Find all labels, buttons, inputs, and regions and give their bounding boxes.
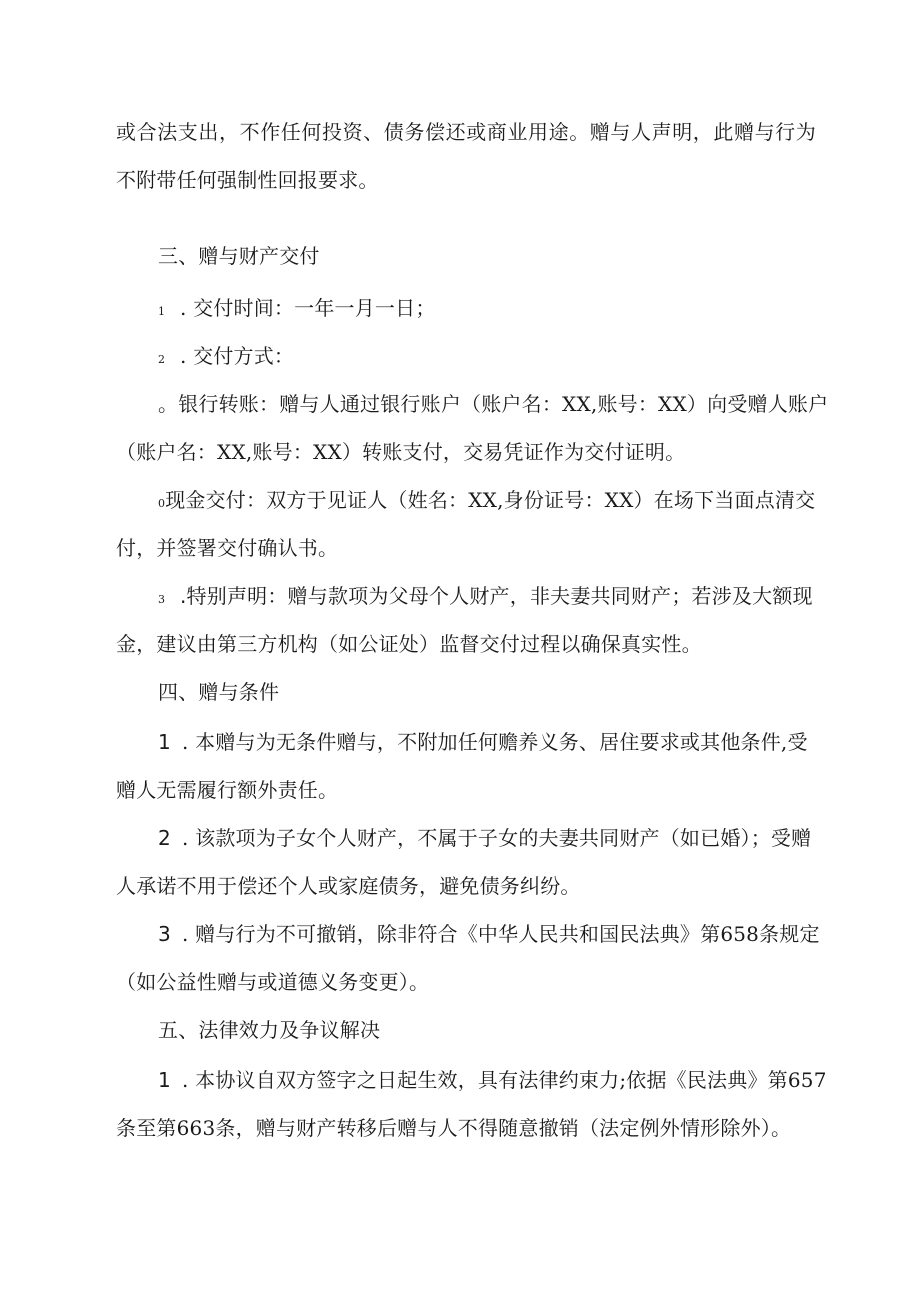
section-heading-5: 五、法律效力及争议解决 (158, 1018, 381, 1042)
paragraph-line: 不附带任何强制性回报要求。 (116, 168, 379, 192)
list-item (158, 584, 816, 612)
item-number: 2 (158, 353, 166, 366)
section-heading-4: 四、赠与条件 (158, 680, 280, 704)
item-number: 1 (158, 1068, 171, 1092)
list-item (158, 730, 816, 754)
paragraph-line: （如公益性赠与或道德义务变更）。 (116, 970, 430, 994)
paragraph-line: 条至第663条，赠与财产转移后赠与人不得随意撤销（法定例外情形除外）。 (116, 1116, 792, 1140)
item-text: . 赠与行为不可撤销，除非符合《中华人民共和国民法典》第658条规定 (182, 922, 820, 946)
bullet-marker: 。 (158, 392, 179, 416)
section-heading-3: 三、赠与财产交付 (158, 244, 320, 268)
item-text: ，不附加任何赡养义务、居住要求或其他条件,受 (376, 730, 808, 754)
item-text: . 本协议自双方签字之日起生效，具有法律约束力;依据《民法典》第657 (182, 1068, 827, 1092)
sub-item-cash (158, 488, 816, 516)
list-item (158, 922, 820, 946)
sub-item-bank-transfer (158, 392, 829, 416)
item-text: . 该款项为子女个人财产，不属于子女的夫妻共同财产（如已婚）；受赠 (182, 826, 812, 850)
paragraph-line: 付，并签署交付确认书。 (116, 536, 339, 560)
sub-item-label: 现金交付 (165, 488, 247, 512)
item-text: . 交付时间：一年一月一日； (180, 296, 436, 320)
list-item (158, 344, 858, 372)
paragraph-line: 金，建议由第三方机构（如公证处）监督交付过程以确保真实性。 (116, 632, 702, 656)
item-number: 2 (158, 826, 171, 850)
paragraph-line: 人承诺不用于偿还个人或家庭债务，避免债务纠纷。 (116, 874, 581, 898)
item-number: 1 (158, 730, 171, 754)
list-item (158, 296, 858, 324)
paragraph-line: 赠人无需履行额外责任。 (116, 778, 339, 802)
item-text: . 交付方式： (180, 344, 295, 368)
item-number: 3 (158, 922, 171, 946)
paragraph-line: 或合法支出，不作任何投资、债务偿还或商业用途。赠与人声明，此赠与行为 (116, 120, 816, 144)
sub-item-text: ：双方于见证人（姓名：XX,身份证号：XX）在场下当面点清交 (246, 488, 816, 512)
bullet-marker: 0 (158, 497, 166, 510)
list-item (158, 1068, 827, 1092)
sub-item-text: ：赠与人通过银行账户（账户名：XX,账号：XX）向受赠人账户 (259, 392, 829, 416)
sub-item-label: 银行转账 (178, 392, 260, 416)
item-number: 3 (158, 593, 166, 606)
list-item (158, 826, 816, 850)
item-label: .特别声明 (180, 584, 268, 608)
item-text: . 本赠与为 (182, 730, 276, 754)
item-number: 1 (158, 305, 166, 318)
item-text: ：赠与款项为父母个人财产，非夫妻共同财产；若涉及大额现 (267, 584, 813, 608)
bold-phrase: 无条件赠与 (275, 730, 377, 754)
paragraph-line: （账户名：XX,账号：XX）转账支付，交易凭证作为交付证明。 (116, 440, 686, 464)
